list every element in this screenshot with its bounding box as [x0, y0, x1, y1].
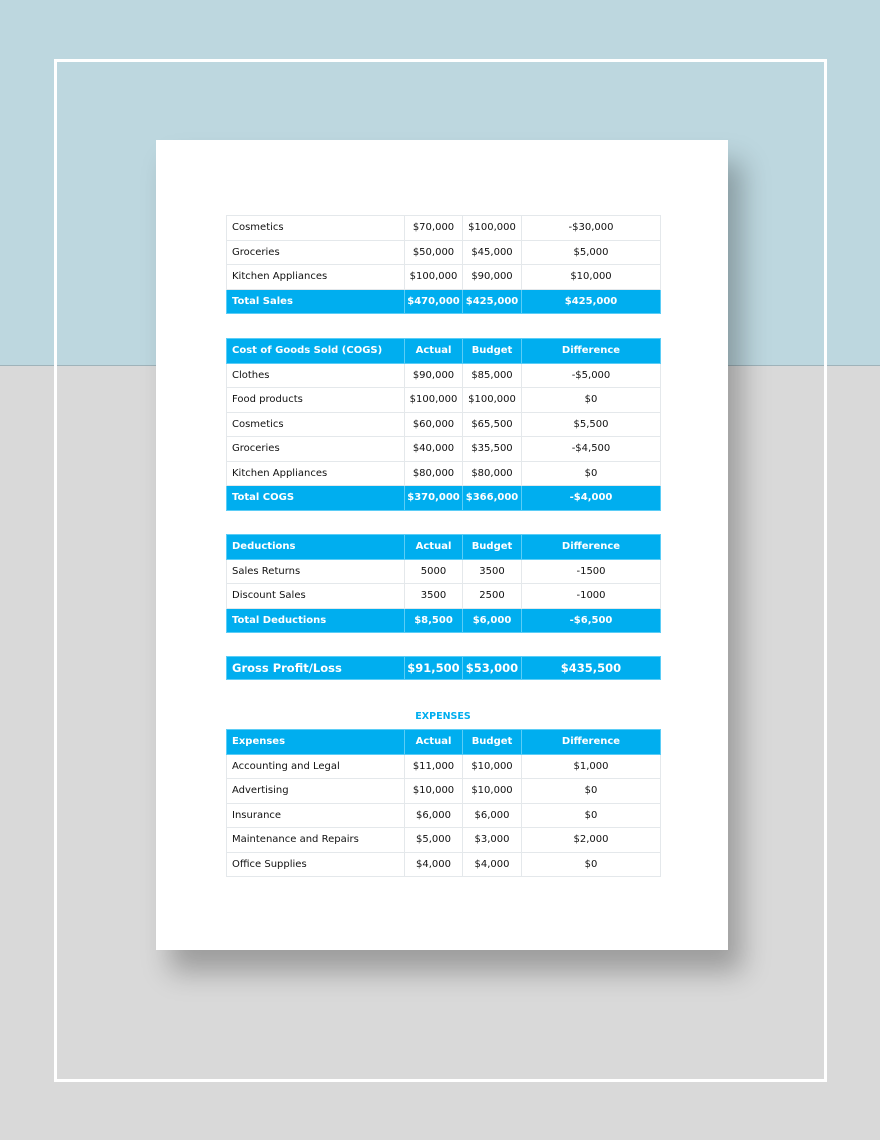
- column-header: Actual: [405, 339, 463, 364]
- table-row: [227, 437, 661, 462]
- actual-value: 3500: [405, 584, 463, 609]
- table-row: [227, 754, 661, 779]
- table-row: [227, 363, 661, 388]
- row-label: Kitchen Appliances: [227, 461, 405, 486]
- difference-value: $0: [522, 803, 661, 828]
- budget-value: $10,000: [463, 754, 522, 779]
- row-label: Advertising: [227, 779, 405, 804]
- table-row: [227, 852, 661, 877]
- column-header: Budget: [463, 535, 522, 560]
- header-row: [227, 339, 661, 364]
- column-header: Budget: [463, 339, 522, 364]
- total-difference: -$4,000: [522, 486, 661, 511]
- difference-value: $0: [522, 852, 661, 877]
- total-actual: $470,000: [405, 289, 463, 314]
- budget-value: $80,000: [463, 461, 522, 486]
- difference-value: -$4,500: [522, 437, 661, 462]
- difference-value: -$5,000: [522, 363, 661, 388]
- row-label: Sales Returns: [227, 559, 405, 584]
- budget-value: $45,000: [463, 240, 522, 265]
- table-row: [227, 216, 661, 241]
- table-row: [227, 461, 661, 486]
- row-label: Groceries: [227, 437, 405, 462]
- table-row: [227, 412, 661, 437]
- row-label: Cosmetics: [227, 412, 405, 437]
- budget-value: 3500: [463, 559, 522, 584]
- table-row: [227, 828, 661, 853]
- actual-value: $90,000: [405, 363, 463, 388]
- row-label: Food products: [227, 388, 405, 413]
- gross-profit-label: Gross Profit/Loss: [227, 657, 405, 680]
- column-header: Cost of Goods Sold (COGS): [227, 339, 405, 364]
- total-difference: $425,000: [522, 289, 661, 314]
- actual-value: $6,000: [405, 803, 463, 828]
- actual-value: $11,000: [405, 754, 463, 779]
- gross-profit-table: [226, 656, 661, 680]
- header-row: [227, 535, 661, 560]
- actual-value: $80,000: [405, 461, 463, 486]
- total-label: Total COGS: [227, 486, 405, 511]
- row-label: Insurance: [227, 803, 405, 828]
- actual-value: $100,000: [405, 265, 463, 290]
- table-row: [227, 240, 661, 265]
- row-label: Office Supplies: [227, 852, 405, 877]
- difference-value: $0: [522, 461, 661, 486]
- difference-value: $0: [522, 779, 661, 804]
- total-actual: $8,500: [405, 608, 463, 633]
- difference-value: $0: [522, 388, 661, 413]
- gross-profit-difference: $435,500: [522, 657, 661, 680]
- column-header: Difference: [522, 730, 661, 755]
- actual-value: 5000: [405, 559, 463, 584]
- total-actual: $370,000: [405, 486, 463, 511]
- actual-value: $70,000: [405, 216, 463, 241]
- gross-profit-row: [227, 657, 661, 680]
- total-row: [227, 486, 661, 511]
- budget-value: $100,000: [463, 388, 522, 413]
- budget-value: 2500: [463, 584, 522, 609]
- actual-value: $100,000: [405, 388, 463, 413]
- budget-value: $3,000: [463, 828, 522, 853]
- actual-value: $40,000: [405, 437, 463, 462]
- expenses-table: [226, 729, 661, 877]
- row-label: Accounting and Legal: [227, 754, 405, 779]
- total-budget: $366,000: [463, 486, 522, 511]
- difference-value: -$30,000: [522, 216, 661, 241]
- difference-value: $5,000: [522, 240, 661, 265]
- total-budget: $425,000: [463, 289, 522, 314]
- document-page: [156, 140, 728, 950]
- budget-value: $65,500: [463, 412, 522, 437]
- column-header: Actual: [405, 535, 463, 560]
- column-header: Budget: [463, 730, 522, 755]
- expenses-section-title: EXPENSES: [415, 711, 471, 722]
- row-label: Maintenance and Repairs: [227, 828, 405, 853]
- column-header: Actual: [405, 730, 463, 755]
- actual-value: $4,000: [405, 852, 463, 877]
- gross-profit-actual: $91,500: [405, 657, 463, 680]
- column-header: Difference: [522, 339, 661, 364]
- budget-value: $90,000: [463, 265, 522, 290]
- row-label: Groceries: [227, 240, 405, 265]
- budget-value: $4,000: [463, 852, 522, 877]
- budget-value: $6,000: [463, 803, 522, 828]
- table-row: [227, 388, 661, 413]
- total-difference: -$6,500: [522, 608, 661, 633]
- actual-value: $50,000: [405, 240, 463, 265]
- difference-value: $2,000: [522, 828, 661, 853]
- difference-value: $10,000: [522, 265, 661, 290]
- actual-value: $60,000: [405, 412, 463, 437]
- actual-value: $10,000: [405, 779, 463, 804]
- difference-value: -1000: [522, 584, 661, 609]
- column-header: Deductions: [227, 535, 405, 560]
- difference-value: -1500: [522, 559, 661, 584]
- header-row: [227, 730, 661, 755]
- column-header: Difference: [522, 535, 661, 560]
- total-label: Total Deductions: [227, 608, 405, 633]
- deductions-table: [226, 534, 661, 633]
- budget-value: $10,000: [463, 779, 522, 804]
- row-label: Discount Sales: [227, 584, 405, 609]
- budget-value: $35,500: [463, 437, 522, 462]
- difference-value: $1,000: [522, 754, 661, 779]
- column-header: Expenses: [227, 730, 405, 755]
- row-label: Clothes: [227, 363, 405, 388]
- row-label: Kitchen Appliances: [227, 265, 405, 290]
- table-row: [227, 559, 661, 584]
- total-row: [227, 289, 661, 314]
- budget-value: $85,000: [463, 363, 522, 388]
- total-budget: $6,000: [463, 608, 522, 633]
- total-label: Total Sales: [227, 289, 405, 314]
- table-row: [227, 265, 661, 290]
- table-row: [227, 803, 661, 828]
- table-row: [227, 584, 661, 609]
- actual-value: $5,000: [405, 828, 463, 853]
- total-row: [227, 608, 661, 633]
- table-row: [227, 779, 661, 804]
- cogs-table: [226, 338, 661, 511]
- row-label: Cosmetics: [227, 216, 405, 241]
- gross-profit-budget: $53,000: [463, 657, 522, 680]
- budget-value: $100,000: [463, 216, 522, 241]
- difference-value: $5,500: [522, 412, 661, 437]
- sales-table: [226, 215, 661, 314]
